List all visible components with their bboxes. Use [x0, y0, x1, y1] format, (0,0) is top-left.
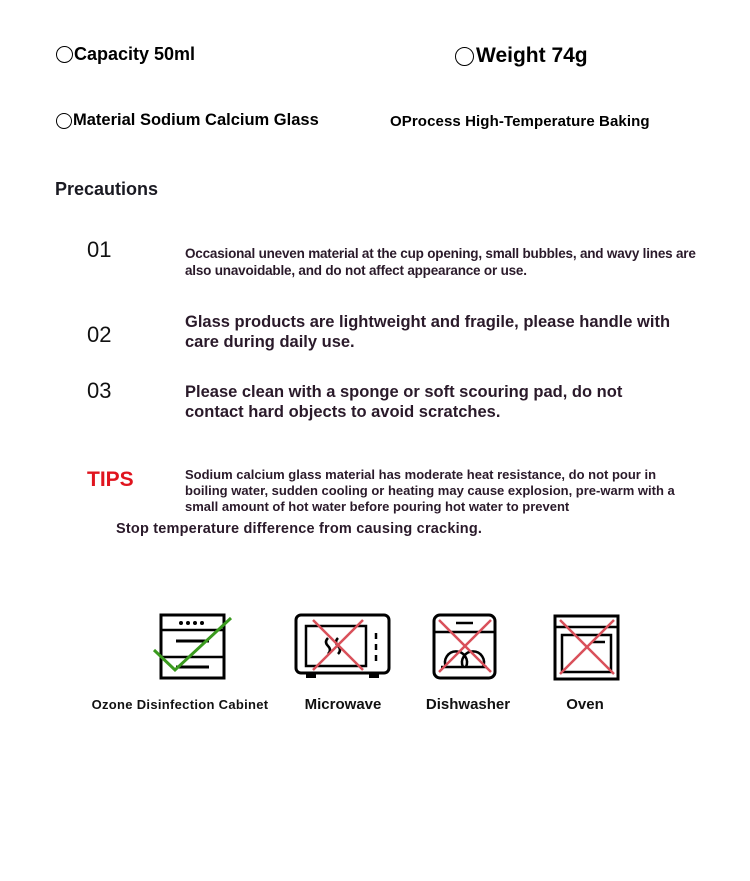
spec-material	[56, 111, 319, 130]
oven-icon	[552, 612, 622, 682]
tips-label: TIPS	[87, 468, 134, 491]
appliance-label: Ozone Disinfection Cabinet	[91, 697, 269, 712]
cross-mark-icon	[439, 620, 491, 672]
appliance-label: Oven	[566, 696, 604, 713]
spec-process-text: OProcess High-Temperature Baking	[390, 113, 650, 130]
disinfection-cabinet-icon	[152, 612, 234, 682]
circle-bullet-icon	[56, 113, 72, 129]
appliance-label: Dishwasher	[425, 696, 511, 713]
precaution-number: 01	[87, 237, 112, 262]
spec-capacity-text: Capacity 50ml	[74, 44, 196, 64]
precaution-text: Please clean with a sponge or soft scouring pad, do not contact hard objects to avoid scratches.	[185, 383, 623, 421]
tips-continuation: Stop temperature difference from causing cracking.	[116, 521, 483, 537]
precaution-text: Glass products are lightweight and fragile, please handle with care during daily use.	[185, 313, 671, 351]
microwave-icon	[293, 612, 393, 682]
spec-weight-text: Weight 74g	[476, 44, 588, 67]
appliance-label: Microwave	[304, 696, 382, 713]
spec-process	[390, 113, 650, 130]
precaution-number: 02	[87, 322, 112, 347]
dishwasher-icon	[431, 612, 499, 682]
circle-bullet-icon	[56, 46, 73, 63]
spec-material-text: Material Sodium Calcium Glass	[73, 111, 319, 129]
cross-mark-icon	[313, 620, 363, 670]
circle-bullet-icon	[455, 47, 474, 66]
spec-weight	[455, 44, 588, 68]
precaution-number: 03	[87, 378, 112, 403]
spec-capacity	[56, 44, 195, 65]
tips-text: Sodium calcium glass material has moderate heat resistance, do not pour in boiling water, sudden cooling or heating may cause explosion, pre-warm with a small amount of hot water before pouring hot water to prevent	[185, 467, 675, 514]
check-mark-icon	[154, 618, 231, 670]
precautions-heading: Precautions	[55, 179, 159, 199]
precaution-text: Occasional uneven material at the cup opening, small bubbles, and wavy lines are also unavoidable, and do not affect appearance or use.	[185, 246, 696, 278]
